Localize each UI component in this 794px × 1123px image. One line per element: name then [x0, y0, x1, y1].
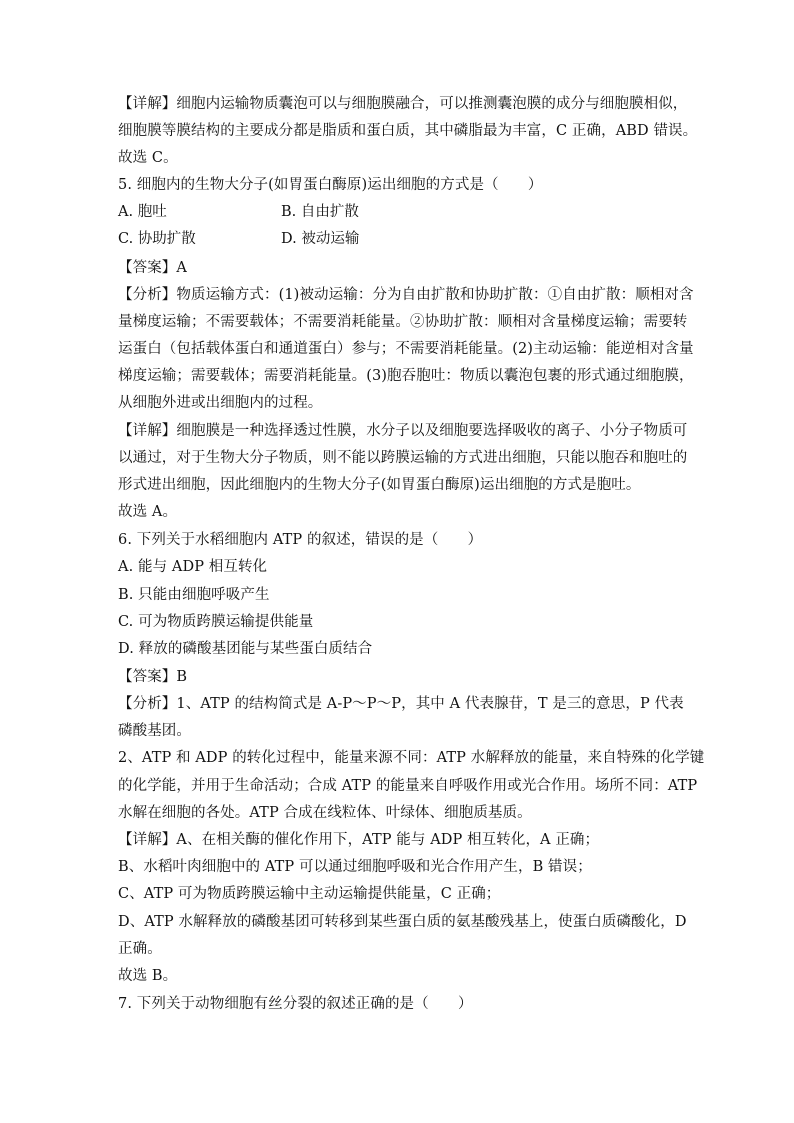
text-line: 形式进出细胞，因此细胞内的生物大分子(如胃蛋白酶原)运出细胞的方式是胞吐。	[118, 477, 641, 493]
text-line: 【分析】1、ATP 的结构简式是 A-P～P～P，其中 A 代表腺苷，T 是三的意思，P 代表	[118, 696, 684, 712]
q5-option-c: C. 协助扩散	[118, 231, 196, 247]
text-line: 【分析】物质运输方式：(1)被动运输：分为自由扩散和协助扩散：①自由扩散：顺相对含	[118, 287, 694, 303]
q5-option-a: A. 胞吐	[118, 204, 167, 220]
text-line: 故选 B。	[118, 968, 178, 984]
text-line: 以通过，对于生物大分子物质，则不能以跨膜运输的方式进出细胞，只能以胞吞和胞吐的	[118, 450, 688, 466]
q6-option-a: A. 能与 ADP 相互转化	[118, 559, 268, 575]
text-line: 梯度运输；需要载体；需要消耗能量。(3)胞吞胞吐：物质以囊泡包裹的形式通过细胞膜，	[118, 368, 694, 384]
text-line: D、ATP 水解释放的磷酸基团可转移到某些蛋白质的氨基酸残基上，使蛋白质磷酸化，D	[118, 914, 687, 930]
text-line: 故选 A。	[118, 504, 178, 520]
text-line: 磷酸基团。	[118, 723, 191, 739]
text-line: 【详解】细胞内运输物质囊泡可以与细胞膜融合，可以推测囊泡膜的成分与细胞膜相似，	[118, 96, 688, 112]
text-line: 正确。	[118, 941, 162, 957]
text-line: 运蛋白（包括载体蛋白和通道蛋白）参与；不需要消耗能量。(2)主动运输：能逆相对含量	[118, 341, 694, 357]
q5-option-b: B. 自由扩散	[281, 204, 359, 220]
q6-option-d: D. 释放的磷酸基团能与某些蛋白质结合	[118, 641, 373, 657]
text-line: 量梯度运输；不需要载体；不需要消耗能量。②协助扩散：顺相对含量梯度运输；需要转	[118, 314, 688, 330]
text-line: B、水稻叶肉细胞中的 ATP 可以通过细胞呼吸和光合作用产生，B 错误；	[118, 859, 592, 875]
text-line: 故选 C。	[118, 150, 178, 166]
text-line: 的化学能，并用于生命活动；合成 ATP 的能量来自呼吸作用或光合作用。场所不同：ATP	[118, 778, 698, 794]
q5-option-d: D. 被动运输	[281, 231, 360, 247]
q6-option-b: B. 只能由细胞呼吸产生	[118, 587, 270, 603]
text-line: C、ATP 可为物质跨膜运输中主动运输提供能量，C 正确；	[118, 886, 501, 902]
text-line: 【详解】A、在相关酶的催化作用下，ATP 能与 ADP 相互转化，A 正确；	[118, 832, 600, 848]
text-line: 水解在细胞的各处。ATP 合成在线粒体、叶绿体、细胞质基质。	[118, 805, 532, 821]
answer-line: 【答案】B	[118, 669, 188, 685]
q6-option-c: C. 可为物质跨膜运输提供能量	[118, 614, 314, 630]
question-7: 7. 下列关于动物细胞有丝分裂的叙述正确的是（ ）	[118, 996, 473, 1012]
text-line: 2、ATP 和 ADP 的转化过程中，能量来源不同：ATP 水解释放的能量，来自特殊的化学键	[118, 750, 705, 766]
text-line: 【详解】细胞膜是一种选择透过性膜，水分子以及细胞要选择吸收的离子、小分子物质可	[118, 423, 688, 439]
text-line: 从细胞外进或出细胞内的过程。	[118, 395, 323, 411]
text-line: 细胞膜等膜结构的主要成分都是脂质和蛋白质，其中磷脂最为丰富，C 正确，ABD 错误。	[118, 123, 698, 139]
answer-line: 【答案】A	[118, 260, 187, 276]
question-5: 5. 细胞内的生物大分子(如胃蛋白酶原)运出细胞的方式是（ ）	[118, 177, 543, 193]
question-6: 6. 下列关于水稻细胞内 ATP 的叙述，错误的是（ ）	[118, 532, 483, 548]
